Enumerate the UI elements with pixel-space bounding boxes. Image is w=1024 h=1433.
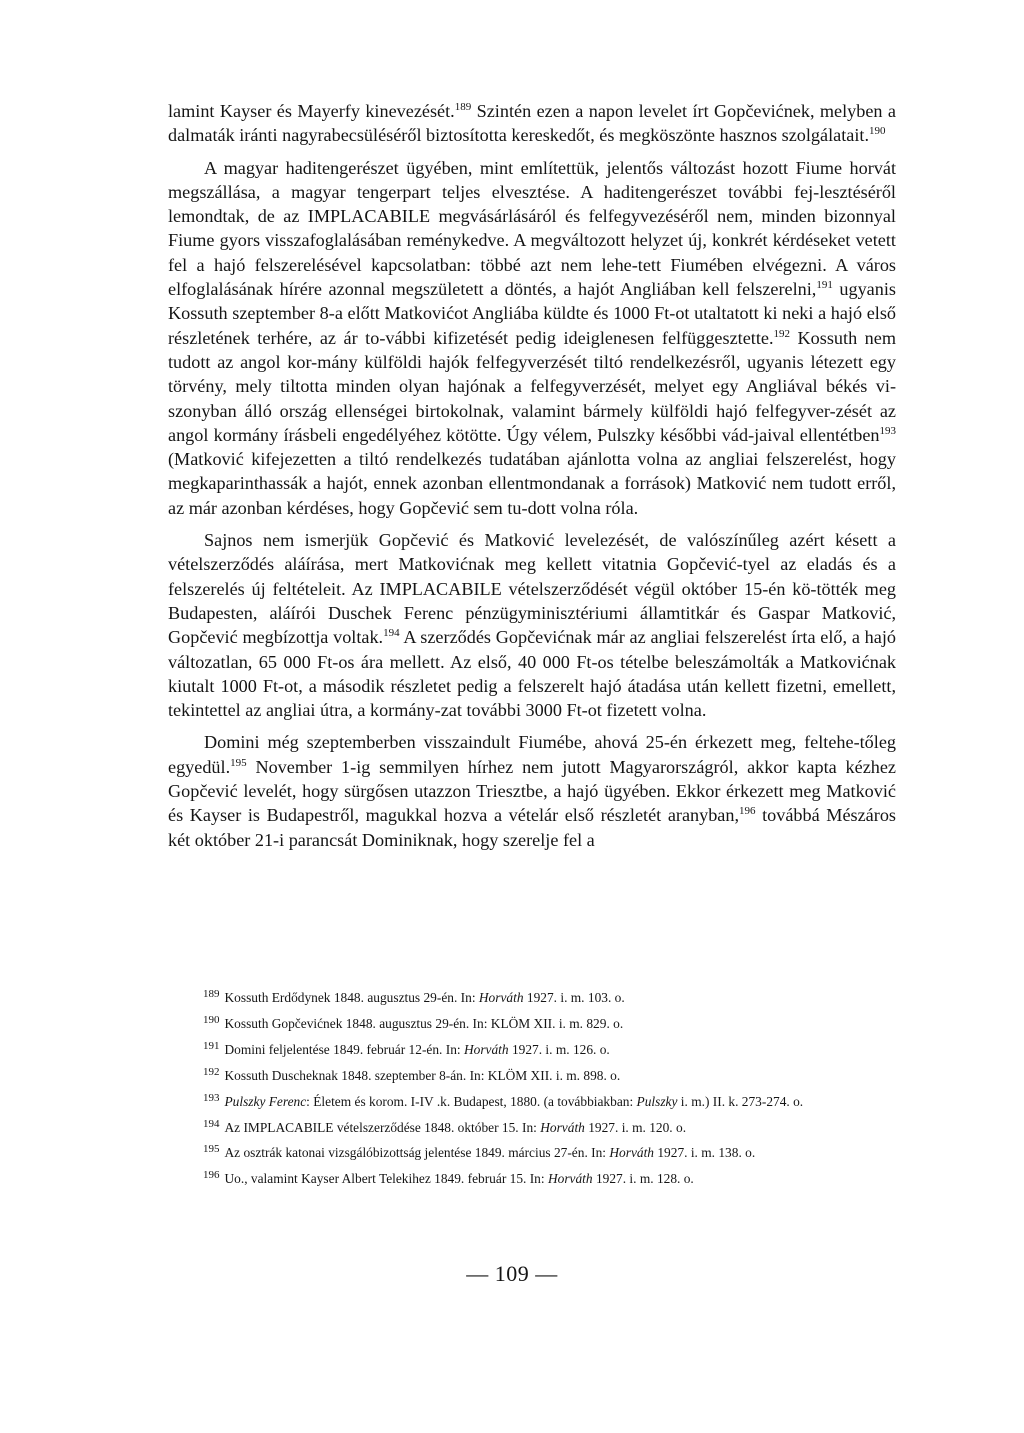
- footnote-ref-193[interactable]: 193: [879, 424, 896, 437]
- footnote-italic: Horváth: [609, 1145, 655, 1161]
- footnote-text: i. m.) II. k. 273-274. o.: [677, 1093, 804, 1109]
- footnote-text: 1927. i. m. 138. o.: [654, 1145, 756, 1161]
- footnote-number: 189: [203, 988, 220, 1000]
- text-run: November 1-ig semmilyen hírhez nem jutott Magyarországról, akkor kapta kézhez Gopčević levelét, hogy sürgősen utazzon Triesztbe, a hajó ügyében. Ekkor érkezett meg Matković és Kayser is Budapestről, magukkal hozva a vételár első részletét aranyban,: [168, 756, 896, 826]
- footnote-text: Az IMPLACABILE vételszerződése 1848. október 15. In:: [224, 1119, 541, 1135]
- footnote-196: [168, 1166, 898, 1192]
- footnote-text: Kossuth Gopčevićnek 1848. augusztus 29-én. In: KLÖM XII. i. m. 829. o.: [224, 1015, 624, 1031]
- footnote-193: [168, 1089, 898, 1115]
- page-number: — 109 —: [466, 1261, 558, 1286]
- footnote-191: [168, 1037, 898, 1063]
- text-run: lamint Kayser és Mayerfy kinevezését.: [168, 101, 455, 121]
- paragraph: [168, 156, 896, 520]
- footnote-text: : Életem és korom. I-IV .k. Budapest, 1880. (a továbbiakban:: [306, 1093, 637, 1109]
- footnote-ref-196[interactable]: 196: [739, 805, 756, 818]
- footnote-number: 191: [203, 1039, 220, 1052]
- footnote-text: Uo., valamint Kayser Albert Telekihez 1849. február 15. In:: [224, 1171, 548, 1187]
- text-run: Kossuth nem tudott az angol kor-mány külföldi hajók felfegyverzését tiltó rendelkezésről, ugyanis létezett egy törvény, mely tiltotta minden olyan hajónak a felfegyverzését, melyet egy Angliával békés vi-szonyban álló ország ellenségei birtokolnak, valamint bármely külföldi hajó felfegyver-zését az angol kormány írásbeli engedélyéhez kötötte. Úgy vélem, Pulszky későbbi vád-jaival ellentétben: [168, 327, 896, 445]
- text-run: ugyanis Kossuth szeptember 8-a előtt Matkovićot Angliába küldte és 1000 Ft-ot utaltatott ki neki a hajó első részletének terhére, az ár to-vábbi kifizetését pedig ideiglenesen felfüggesztette.: [168, 279, 896, 348]
- footnote-text: Kossuth Erdődynek 1848. augusztus 29-én. In:: [224, 990, 479, 1005]
- text-run: (Matković kifejezetten a tiltó rendelkezés tudatában ajánlotta volna az angliai felszerelést, hogy megkaparinthassák a hajót, ennek azonban ellentmondanak a források) Matković nem tudott erről, az már azonban kérdéses, hogy Gopčević sem tu-dott volna róla.: [168, 449, 896, 518]
- text-run: Sajnos nem ismerjük Gopčević és Matković levelezését, de valószínűleg azért késett a vételszerződés aláírása, mert Matkovićnak meg kellett vitatnia Gopčević-tyel az eladás és a felszerelés új feltételeit. Az IMPLACABILE vételszerződését végül október 15-én kö-tötték meg Budapesten, aláírói Duschek Ferenc pénzügyminisztériumi államtitkár és Gaspar Matković, Gopčević megbízottja voltak.: [168, 530, 896, 648]
- footnote-number: 194: [203, 1117, 220, 1130]
- footnotes: [168, 985, 898, 1192]
- footnote-italic: Pulszky: [636, 1093, 678, 1109]
- footnote-number: 196: [203, 1169, 220, 1182]
- footnote-ref-191[interactable]: 191: [816, 279, 833, 292]
- footnote-194: [168, 1115, 898, 1141]
- footnote-ref-189[interactable]: 189: [454, 101, 472, 113]
- main-text: [168, 99, 896, 860]
- footnote-189: [168, 985, 898, 1011]
- footnote-number: 190: [203, 1013, 220, 1026]
- footnote-italic: Horváth: [547, 1171, 593, 1187]
- footnote-text: Domini feljelentése 1849. február 12-én. In:: [224, 1041, 464, 1057]
- footnote-number: 195: [203, 1143, 220, 1156]
- footnote-text: 1927. i. m. 103. o.: [523, 990, 625, 1005]
- text-run: A szerződés Gopčevićnak már az angliai felszerelést írta elő, a hajó változatlan, 65 000 Ft-os ára mellett. Az első, 40 000 Ft-os tételbe beleszámolták a Matkovićnak kiutalt 1000 Ft-ot, a második részletet pedig a felszerelt hajó átadása után kellett fizetni, emellett, tekintettel az angliai útra, a kormány-zat további 3000 Ft-ot fizetett volna.: [168, 627, 896, 721]
- footnote-italic: Horváth: [540, 1119, 585, 1135]
- footnote-ref-194[interactable]: 194: [383, 627, 400, 640]
- paragraph: [168, 99, 896, 148]
- paragraph: [168, 730, 896, 851]
- text-run: Szintén ezen a napon levelet írt Gopčevićnek, melyben a dalmaták iránti nagyrabecsüléséről biztosította kereskedőt, és megköszönte hasznos szolgálatait.: [168, 101, 896, 146]
- text-run: Domini még szeptemberben visszaindult Fiumébe, ahová 25-én érkezett meg, feltehe-tőleg egyedül.: [168, 732, 896, 777]
- footnote-italic: Horváth: [478, 990, 524, 1005]
- text-run: A magyar haditengerészet ügyében, mint említettük, jelentős változást hozott Fiume horvát megszállása, a magyar tengerpart teljes elvesztése. A haditengerészet további fej-lesztéséről lemondtak, de az IMPLACABILE megvásárlásáról és felfegyvezéséről nem, minden bizonnyal Fiume gyors visszafoglalásában reménykedve. A megváltozott helyzet új, konkrét kérdéseket vetett fel a hajó felszerelésével kapcsolatban: többé azt nem lehe-tett Fiumében elvégezni. A város elfoglalásának hírére azonnal megszületett a döntés, a hajót Angliában kell felszerelni,: [168, 157, 896, 300]
- footnote-192: [168, 1063, 898, 1089]
- footnote-text: 1927. i. m. 126. o.: [508, 1041, 610, 1057]
- footnote-text: Kossuth Duscheknak 1848. szeptember 8-án. In: KLÖM XII. i. m. 898. o.: [224, 1067, 621, 1083]
- footnote-ref-192[interactable]: 192: [773, 327, 791, 340]
- footnote-italic: Horváth: [463, 1041, 509, 1057]
- text-run: továbbá Mészáros két október 21-i parancsát Dominiknak, hogy szerelje fel a: [168, 805, 896, 850]
- footnote-text: Az osztrák katonai vizsgálóbizottság jelentése 1849. március 27-én. In:: [224, 1145, 610, 1161]
- footnote-ref-190[interactable]: 190: [869, 125, 886, 138]
- footnote-text: 1927. i. m. 128. o.: [592, 1171, 694, 1187]
- footnote-195: [168, 1140, 898, 1166]
- footnote-text: 1927. i. m. 120. o.: [584, 1119, 687, 1135]
- footnote-number: 193: [203, 1091, 220, 1104]
- footnote-number: 192: [203, 1065, 220, 1078]
- footnote-italic: Pulszky Ferenc: [224, 1093, 307, 1109]
- paragraph: [168, 528, 896, 722]
- footnote-ref-195[interactable]: 195: [230, 756, 247, 769]
- footnote-190: [168, 1011, 898, 1037]
